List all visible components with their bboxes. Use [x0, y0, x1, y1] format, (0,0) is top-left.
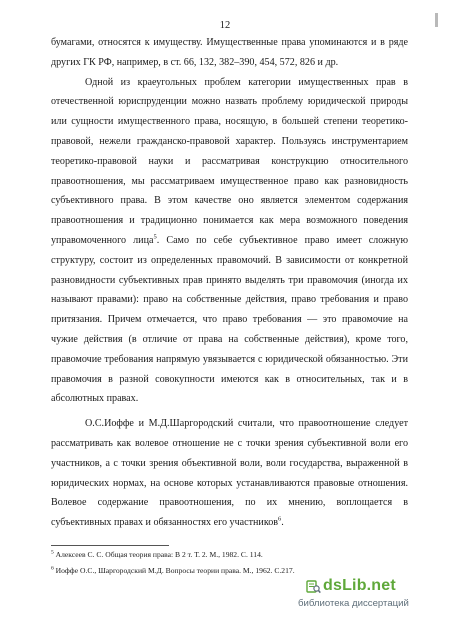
footnote-item: [51, 548, 408, 561]
paragraph-continuation: бумагами, относятся к имуществу. Имущественные права упоминаются и в ряде других ГК РФ, например, в ст. 66, 132, 382–390, 454, 572, 826 и др.: [51, 37, 408, 68]
footnote-divider: [51, 545, 169, 546]
document-body: [51, 33, 408, 533]
paragraph-text: . Само по себе субъективное право имеет сложную структуру, состоит из определенных правомочий. В зависимости от конкретной разновидности субъективных прав принято выделять три правомочия (иногда их называют правами): право на собственные действия, право требования и право притязания. Причем отмечается, что право требования — это правомочие на чужие действия (в отличие от права на собственные действия), кроме того, правомочие требования напрямую увязывается с юридической обязанностью. Эти правомочия в разной совокупности имеются как в относительных, так и в абсолютных правах.: [51, 234, 408, 405]
footnote-ref: 6: [278, 515, 282, 523]
paragraph-ioffe-shargorodsky: [51, 414, 408, 533]
footnote-item: [51, 564, 408, 577]
watermark-subtitle: библиотека диссертаций: [298, 598, 409, 609]
dslib-watermark: [298, 577, 446, 617]
paragraph-text: О.С.Иоффе и М.Д.Шаргородский считали, что правоотношение следует рассматривать как волевое отношение не с точки зрения субъективной воли его участников, а с точки зрения объективной воли, воли государства, выраженной в юридических нормах, на основе которых устанавливаются правовые отношения. Волевое содержание правоотношения, по их мнению, воплощается в субъективных правах и обязанностях его участников: [51, 418, 408, 529]
page-number: 12: [219, 20, 231, 31]
paragraph-text: .: [281, 517, 284, 529]
footnote-number: 6: [51, 565, 54, 572]
footnotes: [51, 548, 408, 580]
footnote-text: Алексеев С. С. Общая теория права: В 2 т. Т. 2. М., 1982. С. 114.: [53, 550, 263, 559]
watermark-brand: dsLib.net: [323, 577, 396, 594]
footnote-text: Иоффе О.С., Шаргородский М.Д. Вопросы теории права. М., 1962. С.217.: [53, 566, 295, 575]
book-magnifier-icon: [306, 579, 321, 594]
paragraph-text: Одной из краеугольных проблем категории имущественных прав в отечественной юриспруденции можно назвать проблему юридической природы или сущности имущественного права, носящую, в большей степени теоретико-правовой, нежели гражданско-правовой характер. Пользуясь инструментарием теоретико-правовой науки и рассматривая конструкцию относительного правоотношения, мы рассматриваем имущественное право как разновидность субъективного права. В этом качестве оно является элементом содержания правоотношения и традиционно понимается как мера возможного поведения управомоченного лица: [51, 76, 408, 246]
footnote-ref: 5: [153, 233, 157, 241]
paragraph-property-rights-nature: [51, 73, 408, 410]
footnote-number: 5: [51, 549, 54, 556]
